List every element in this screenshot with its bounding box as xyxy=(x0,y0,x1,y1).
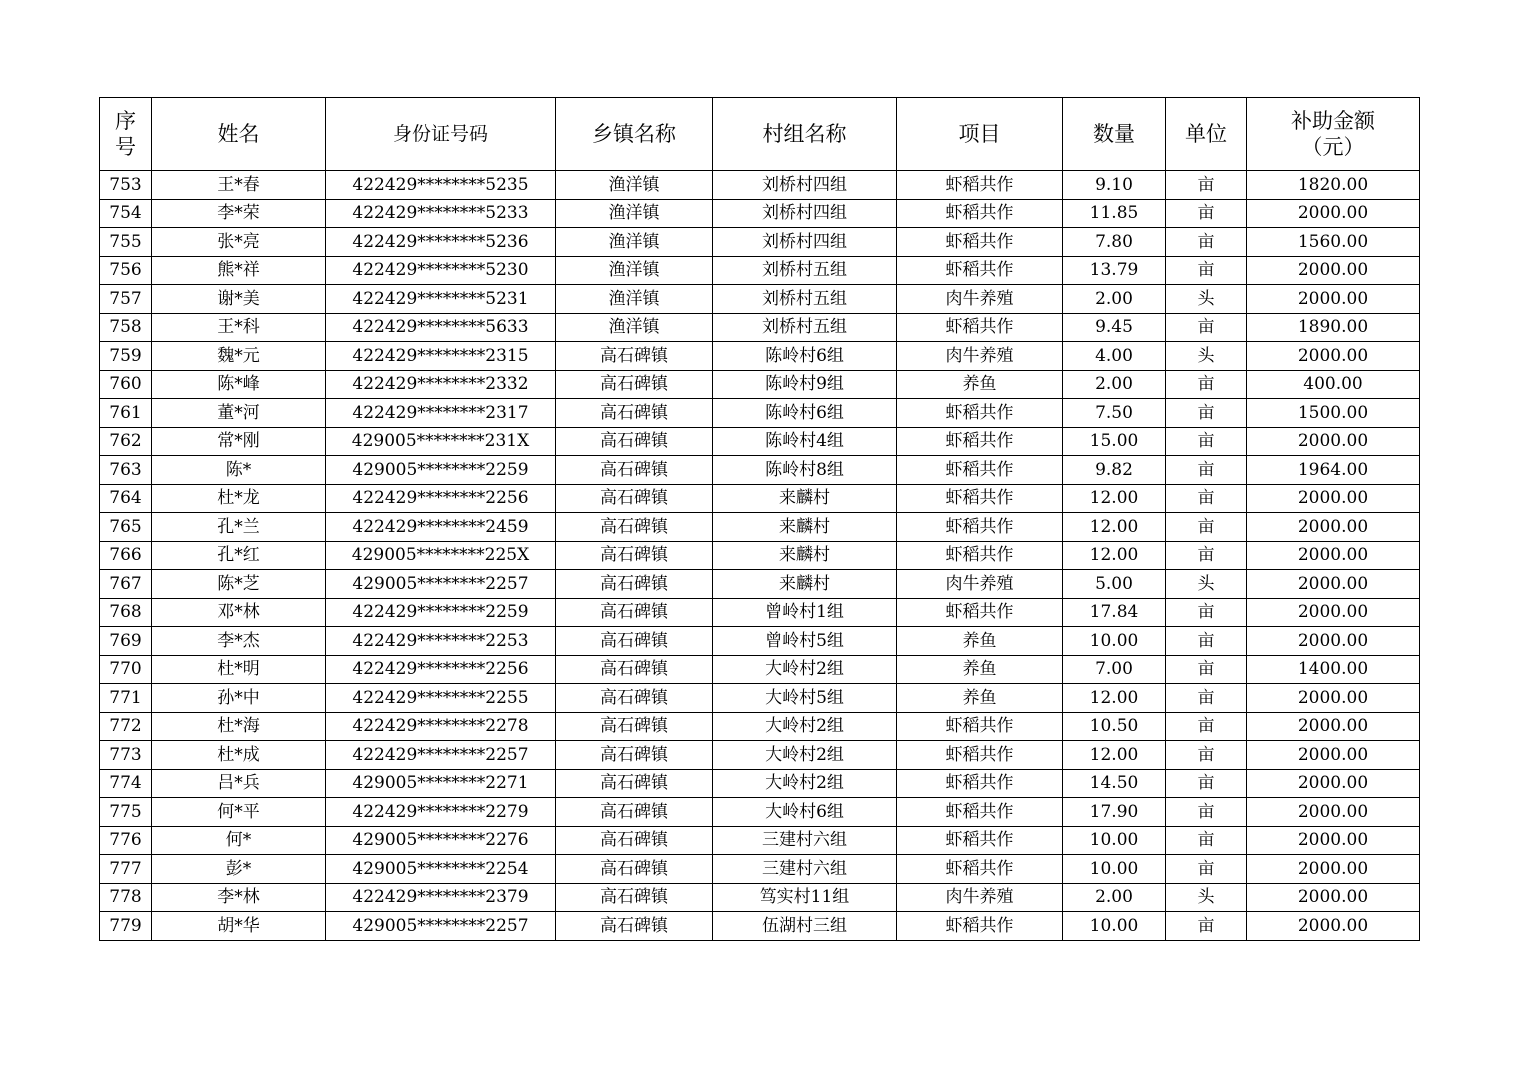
cell-amount: 2000.00 xyxy=(1247,684,1420,713)
cell-index: 779 xyxy=(100,912,152,941)
cell-index: 763 xyxy=(100,456,152,485)
cell-index: 755 xyxy=(100,228,152,257)
cell-project: 虾稻共作 xyxy=(897,855,1063,884)
cell-township: 高石碑镇 xyxy=(556,484,713,513)
table-row xyxy=(100,456,1420,485)
cell-township: 渔洋镇 xyxy=(556,199,713,228)
cell-id-number: 422429********5236 xyxy=(326,228,556,257)
cell-unit: 亩 xyxy=(1166,399,1247,428)
cell-index: 770 xyxy=(100,655,152,684)
cell-township: 高石碑镇 xyxy=(556,684,713,713)
cell-unit: 亩 xyxy=(1166,627,1247,656)
cell-township: 高石碑镇 xyxy=(556,513,713,542)
cell-project: 虾稻共作 xyxy=(897,171,1063,200)
cell-amount: 1560.00 xyxy=(1247,228,1420,257)
cell-id-number: 429005********2271 xyxy=(326,769,556,798)
cell-name: 陈*芝 xyxy=(152,570,326,599)
cell-village-group: 来麟村 xyxy=(713,513,897,542)
cell-township: 高石碑镇 xyxy=(556,712,713,741)
cell-quantity: 2.00 xyxy=(1063,883,1166,912)
cell-unit: 亩 xyxy=(1166,171,1247,200)
cell-unit: 亩 xyxy=(1166,256,1247,285)
header-id-number: 身份证号码 xyxy=(326,98,556,171)
cell-index: 776 xyxy=(100,826,152,855)
cell-amount: 2000.00 xyxy=(1247,712,1420,741)
cell-village-group: 三建村六组 xyxy=(713,855,897,884)
cell-id-number: 422429********2259 xyxy=(326,598,556,627)
cell-township: 高石碑镇 xyxy=(556,769,713,798)
cell-quantity: 12.00 xyxy=(1063,684,1166,713)
cell-amount: 2000.00 xyxy=(1247,541,1420,570)
cell-project: 虾稻共作 xyxy=(897,228,1063,257)
cell-name: 李*杰 xyxy=(152,627,326,656)
table-row xyxy=(100,171,1420,200)
cell-index: 760 xyxy=(100,370,152,399)
cell-township: 高石碑镇 xyxy=(556,598,713,627)
cell-village-group: 来麟村 xyxy=(713,541,897,570)
cell-index: 775 xyxy=(100,798,152,827)
cell-name: 杜*海 xyxy=(152,712,326,741)
cell-index: 761 xyxy=(100,399,152,428)
cell-amount: 2000.00 xyxy=(1247,598,1420,627)
table-row xyxy=(100,370,1420,399)
cell-name: 李*荣 xyxy=(152,199,326,228)
cell-amount: 2000.00 xyxy=(1247,883,1420,912)
cell-id-number: 429005********2254 xyxy=(326,855,556,884)
table-row xyxy=(100,199,1420,228)
cell-amount: 1820.00 xyxy=(1247,171,1420,200)
table-row xyxy=(100,912,1420,941)
header-index-line2: 号 xyxy=(115,135,136,159)
cell-unit: 亩 xyxy=(1166,598,1247,627)
cell-village-group: 大岭村2组 xyxy=(713,769,897,798)
cell-id-number: 429005********231X xyxy=(326,427,556,456)
cell-id-number: 422429********5231 xyxy=(326,285,556,314)
cell-village-group: 大岭村2组 xyxy=(713,655,897,684)
cell-id-number: 429005********2257 xyxy=(326,912,556,941)
table-row xyxy=(100,855,1420,884)
table-row xyxy=(100,741,1420,770)
cell-project: 虾稻共作 xyxy=(897,256,1063,285)
cell-project: 养鱼 xyxy=(897,684,1063,713)
table-row xyxy=(100,598,1420,627)
cell-quantity: 9.10 xyxy=(1063,171,1166,200)
cell-project: 肉牛养殖 xyxy=(897,570,1063,599)
cell-quantity: 15.00 xyxy=(1063,427,1166,456)
cell-name: 何* xyxy=(152,826,326,855)
cell-name: 王*科 xyxy=(152,313,326,342)
cell-amount: 2000.00 xyxy=(1247,741,1420,770)
cell-name: 孔*红 xyxy=(152,541,326,570)
cell-index: 771 xyxy=(100,684,152,713)
cell-project: 虾稻共作 xyxy=(897,712,1063,741)
cell-unit: 头 xyxy=(1166,342,1247,371)
cell-name: 王*春 xyxy=(152,171,326,200)
cell-id-number: 422429********2459 xyxy=(326,513,556,542)
cell-township: 高石碑镇 xyxy=(556,570,713,599)
cell-index: 767 xyxy=(100,570,152,599)
cell-village-group: 来麟村 xyxy=(713,484,897,513)
cell-quantity: 13.79 xyxy=(1063,256,1166,285)
cell-project: 肉牛养殖 xyxy=(897,285,1063,314)
cell-id-number: 422429********2257 xyxy=(326,741,556,770)
cell-project: 肉牛养殖 xyxy=(897,342,1063,371)
cell-project: 虾稻共作 xyxy=(897,769,1063,798)
cell-index: 766 xyxy=(100,541,152,570)
cell-village-group: 来麟村 xyxy=(713,570,897,599)
cell-id-number: 422429********5230 xyxy=(326,256,556,285)
cell-amount: 2000.00 xyxy=(1247,570,1420,599)
cell-quantity: 14.50 xyxy=(1063,769,1166,798)
cell-township: 渔洋镇 xyxy=(556,171,713,200)
cell-id-number: 422429********2253 xyxy=(326,627,556,656)
cell-village-group: 刘桥村五组 xyxy=(713,285,897,314)
cell-quantity: 17.84 xyxy=(1063,598,1166,627)
cell-village-group: 笃实村11组 xyxy=(713,883,897,912)
cell-project: 养鱼 xyxy=(897,655,1063,684)
table-row xyxy=(100,627,1420,656)
cell-id-number: 422429********2315 xyxy=(326,342,556,371)
cell-amount: 400.00 xyxy=(1247,370,1420,399)
cell-amount: 2000.00 xyxy=(1247,484,1420,513)
cell-township: 高石碑镇 xyxy=(556,399,713,428)
cell-village-group: 陈岭村4组 xyxy=(713,427,897,456)
cell-project: 虾稻共作 xyxy=(897,313,1063,342)
cell-township: 高石碑镇 xyxy=(556,342,713,371)
cell-project: 虾稻共作 xyxy=(897,912,1063,941)
header-township: 乡镇名称 xyxy=(556,98,713,171)
cell-index: 759 xyxy=(100,342,152,371)
cell-project: 虾稻共作 xyxy=(897,199,1063,228)
cell-village-group: 大岭村6组 xyxy=(713,798,897,827)
cell-village-group: 大岭村5组 xyxy=(713,684,897,713)
cell-quantity: 7.00 xyxy=(1063,655,1166,684)
header-name: 姓名 xyxy=(152,98,326,171)
cell-index: 756 xyxy=(100,256,152,285)
cell-amount: 2000.00 xyxy=(1247,342,1420,371)
cell-amount: 1890.00 xyxy=(1247,313,1420,342)
cell-township: 高石碑镇 xyxy=(556,741,713,770)
header-project: 项目 xyxy=(897,98,1063,171)
cell-unit: 亩 xyxy=(1166,684,1247,713)
cell-village-group: 伍湖村三组 xyxy=(713,912,897,941)
cell-name: 孙*中 xyxy=(152,684,326,713)
header-index-line1: 序 xyxy=(115,109,136,133)
cell-unit: 亩 xyxy=(1166,855,1247,884)
cell-project: 养鱼 xyxy=(897,370,1063,399)
cell-village-group: 曾岭村5组 xyxy=(713,627,897,656)
cell-name: 陈* xyxy=(152,456,326,485)
table-row xyxy=(100,655,1420,684)
cell-project: 虾稻共作 xyxy=(897,484,1063,513)
cell-amount: 2000.00 xyxy=(1247,912,1420,941)
cell-quantity: 12.00 xyxy=(1063,484,1166,513)
cell-id-number: 429005********2257 xyxy=(326,570,556,599)
cell-name: 李*林 xyxy=(152,883,326,912)
cell-name: 陈*峰 xyxy=(152,370,326,399)
table-row xyxy=(100,570,1420,599)
cell-id-number: 422429********2278 xyxy=(326,712,556,741)
cell-unit: 亩 xyxy=(1166,228,1247,257)
cell-quantity: 10.00 xyxy=(1063,627,1166,656)
cell-project: 虾稻共作 xyxy=(897,798,1063,827)
cell-index: 777 xyxy=(100,855,152,884)
cell-unit: 亩 xyxy=(1166,826,1247,855)
cell-index: 772 xyxy=(100,712,152,741)
cell-unit: 头 xyxy=(1166,285,1247,314)
cell-index: 778 xyxy=(100,883,152,912)
cell-name: 熊*祥 xyxy=(152,256,326,285)
cell-township: 渔洋镇 xyxy=(556,256,713,285)
table-row xyxy=(100,484,1420,513)
cell-township: 高石碑镇 xyxy=(556,541,713,570)
cell-id-number: 422429********2379 xyxy=(326,883,556,912)
cell-township: 高石碑镇 xyxy=(556,883,713,912)
cell-amount: 2000.00 xyxy=(1247,427,1420,456)
table-row xyxy=(100,541,1420,570)
cell-village-group: 曾岭村1组 xyxy=(713,598,897,627)
table-row xyxy=(100,769,1420,798)
table-row xyxy=(100,285,1420,314)
table-header-row xyxy=(100,98,1420,171)
cell-village-group: 陈岭村6组 xyxy=(713,342,897,371)
cell-unit: 亩 xyxy=(1166,655,1247,684)
cell-unit: 亩 xyxy=(1166,741,1247,770)
cell-name: 杜*成 xyxy=(152,741,326,770)
cell-village-group: 刘桥村五组 xyxy=(713,313,897,342)
cell-village-group: 刘桥村四组 xyxy=(713,171,897,200)
cell-township: 高石碑镇 xyxy=(556,826,713,855)
cell-id-number: 422429********2256 xyxy=(326,655,556,684)
cell-amount: 1400.00 xyxy=(1247,655,1420,684)
cell-name: 杜*明 xyxy=(152,655,326,684)
table-row xyxy=(100,798,1420,827)
cell-village-group: 陈岭村9组 xyxy=(713,370,897,399)
cell-township: 高石碑镇 xyxy=(556,627,713,656)
cell-amount: 1964.00 xyxy=(1247,456,1420,485)
cell-unit: 亩 xyxy=(1166,484,1247,513)
cell-index: 762 xyxy=(100,427,152,456)
cell-index: 758 xyxy=(100,313,152,342)
cell-village-group: 三建村六组 xyxy=(713,826,897,855)
cell-id-number: 429005********2276 xyxy=(326,826,556,855)
cell-amount: 2000.00 xyxy=(1247,285,1420,314)
cell-township: 高石碑镇 xyxy=(556,427,713,456)
cell-quantity: 2.00 xyxy=(1063,285,1166,314)
cell-quantity: 7.50 xyxy=(1063,399,1166,428)
cell-name: 谢*美 xyxy=(152,285,326,314)
header-amount-line2: （元） xyxy=(1301,135,1365,159)
cell-id-number: 429005********225X xyxy=(326,541,556,570)
cell-project: 虾稻共作 xyxy=(897,826,1063,855)
cell-unit: 头 xyxy=(1166,570,1247,599)
cell-township: 高石碑镇 xyxy=(556,370,713,399)
cell-amount: 2000.00 xyxy=(1247,769,1420,798)
cell-id-number: 422429********2317 xyxy=(326,399,556,428)
cell-name: 魏*元 xyxy=(152,342,326,371)
cell-village-group: 大岭村2组 xyxy=(713,712,897,741)
cell-project: 肉牛养殖 xyxy=(897,883,1063,912)
cell-name: 董*河 xyxy=(152,399,326,428)
cell-village-group: 刘桥村四组 xyxy=(713,228,897,257)
cell-quantity: 11.85 xyxy=(1063,199,1166,228)
cell-name: 常*刚 xyxy=(152,427,326,456)
header-index xyxy=(100,98,152,171)
table-row xyxy=(100,826,1420,855)
cell-quantity: 12.00 xyxy=(1063,513,1166,542)
table-row xyxy=(100,342,1420,371)
cell-name: 邓*林 xyxy=(152,598,326,627)
cell-township: 渔洋镇 xyxy=(556,285,713,314)
cell-index: 765 xyxy=(100,513,152,542)
table-row xyxy=(100,883,1420,912)
table-body xyxy=(100,171,1420,941)
cell-index: 768 xyxy=(100,598,152,627)
cell-amount: 2000.00 xyxy=(1247,798,1420,827)
cell-township: 渔洋镇 xyxy=(556,228,713,257)
cell-project: 虾稻共作 xyxy=(897,399,1063,428)
cell-township: 高石碑镇 xyxy=(556,456,713,485)
cell-id-number: 422429********5233 xyxy=(326,199,556,228)
cell-index: 769 xyxy=(100,627,152,656)
cell-quantity: 17.90 xyxy=(1063,798,1166,827)
cell-unit: 亩 xyxy=(1166,912,1247,941)
cell-id-number: 422429********2279 xyxy=(326,798,556,827)
cell-name: 何*平 xyxy=(152,798,326,827)
table-row xyxy=(100,427,1420,456)
cell-amount: 1500.00 xyxy=(1247,399,1420,428)
cell-amount: 2000.00 xyxy=(1247,855,1420,884)
header-quantity: 数量 xyxy=(1063,98,1166,171)
cell-unit: 亩 xyxy=(1166,798,1247,827)
table-row xyxy=(100,513,1420,542)
cell-unit: 亩 xyxy=(1166,199,1247,228)
cell-name: 胡*华 xyxy=(152,912,326,941)
cell-quantity: 9.45 xyxy=(1063,313,1166,342)
table-row xyxy=(100,712,1420,741)
table-row xyxy=(100,313,1420,342)
cell-name: 杜*龙 xyxy=(152,484,326,513)
table-row xyxy=(100,228,1420,257)
cell-quantity: 9.82 xyxy=(1063,456,1166,485)
cell-quantity: 12.00 xyxy=(1063,541,1166,570)
cell-name: 吕*兵 xyxy=(152,769,326,798)
cell-project: 虾稻共作 xyxy=(897,513,1063,542)
cell-unit: 亩 xyxy=(1166,427,1247,456)
cell-id-number: 422429********2255 xyxy=(326,684,556,713)
cell-unit: 头 xyxy=(1166,883,1247,912)
cell-quantity: 10.50 xyxy=(1063,712,1166,741)
cell-project: 虾稻共作 xyxy=(897,598,1063,627)
cell-name: 孔*兰 xyxy=(152,513,326,542)
cell-village-group: 陈岭村6组 xyxy=(713,399,897,428)
cell-quantity: 4.00 xyxy=(1063,342,1166,371)
cell-name: 张*亮 xyxy=(152,228,326,257)
cell-village-group: 陈岭村8组 xyxy=(713,456,897,485)
cell-id-number: 422429********2332 xyxy=(326,370,556,399)
cell-index: 757 xyxy=(100,285,152,314)
header-unit: 单位 xyxy=(1166,98,1247,171)
cell-amount: 2000.00 xyxy=(1247,627,1420,656)
cell-id-number: 422429********5633 xyxy=(326,313,556,342)
cell-village-group: 刘桥村四组 xyxy=(713,199,897,228)
table-row xyxy=(100,684,1420,713)
header-amount xyxy=(1247,98,1420,171)
header-village-group: 村组名称 xyxy=(713,98,897,171)
cell-project: 虾稻共作 xyxy=(897,427,1063,456)
subsidy-table-container xyxy=(99,97,1420,941)
table-row xyxy=(100,399,1420,428)
cell-id-number: 422429********5235 xyxy=(326,171,556,200)
cell-id-number: 429005********2259 xyxy=(326,456,556,485)
cell-township: 渔洋镇 xyxy=(556,313,713,342)
cell-unit: 亩 xyxy=(1166,513,1247,542)
cell-amount: 2000.00 xyxy=(1247,513,1420,542)
cell-unit: 亩 xyxy=(1166,769,1247,798)
cell-township: 高石碑镇 xyxy=(556,855,713,884)
table-row xyxy=(100,256,1420,285)
cell-quantity: 7.80 xyxy=(1063,228,1166,257)
cell-unit: 亩 xyxy=(1166,313,1247,342)
cell-index: 754 xyxy=(100,199,152,228)
cell-unit: 亩 xyxy=(1166,712,1247,741)
cell-index: 774 xyxy=(100,769,152,798)
cell-project: 虾稻共作 xyxy=(897,456,1063,485)
cell-index: 773 xyxy=(100,741,152,770)
cell-quantity: 10.00 xyxy=(1063,912,1166,941)
cell-township: 高石碑镇 xyxy=(556,655,713,684)
cell-index: 764 xyxy=(100,484,152,513)
cell-quantity: 2.00 xyxy=(1063,370,1166,399)
cell-quantity: 10.00 xyxy=(1063,826,1166,855)
cell-unit: 亩 xyxy=(1166,370,1247,399)
cell-project: 养鱼 xyxy=(897,627,1063,656)
cell-project: 虾稻共作 xyxy=(897,541,1063,570)
header-amount-line1: 补助金额 xyxy=(1291,109,1375,133)
subsidy-table xyxy=(99,97,1420,941)
cell-township: 高石碑镇 xyxy=(556,798,713,827)
cell-quantity: 10.00 xyxy=(1063,855,1166,884)
cell-amount: 2000.00 xyxy=(1247,826,1420,855)
cell-village-group: 刘桥村五组 xyxy=(713,256,897,285)
cell-project: 虾稻共作 xyxy=(897,741,1063,770)
cell-index: 753 xyxy=(100,171,152,200)
cell-amount: 2000.00 xyxy=(1247,256,1420,285)
cell-unit: 亩 xyxy=(1166,541,1247,570)
cell-quantity: 5.00 xyxy=(1063,570,1166,599)
cell-name: 彭* xyxy=(152,855,326,884)
cell-unit: 亩 xyxy=(1166,456,1247,485)
cell-quantity: 12.00 xyxy=(1063,741,1166,770)
cell-amount: 2000.00 xyxy=(1247,199,1420,228)
cell-township: 高石碑镇 xyxy=(556,912,713,941)
cell-id-number: 422429********2256 xyxy=(326,484,556,513)
cell-village-group: 大岭村2组 xyxy=(713,741,897,770)
